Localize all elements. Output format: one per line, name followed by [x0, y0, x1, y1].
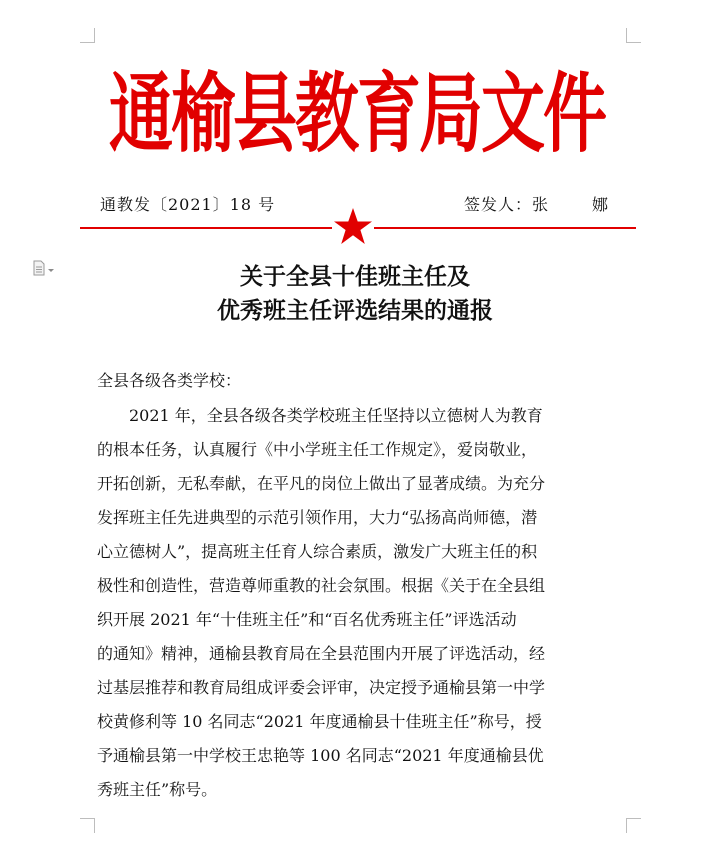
red-star-icon — [333, 207, 373, 245]
page-corner-mark-bottom-right — [626, 818, 641, 833]
document-outline-icon[interactable] — [33, 260, 55, 276]
document-org-title: 通榆县教育局文件 — [109, 65, 605, 166]
page-corner-mark-bottom-left — [80, 818, 95, 833]
salutation: 全县各级各类学校： — [97, 371, 242, 390]
page-corner-mark-top-left — [80, 28, 95, 43]
page-corner-mark-top-right — [626, 28, 641, 43]
body-line: 开拓创新，无私奉献，在平凡的岗位上做出了显著成绩。为充分 — [97, 474, 546, 493]
red-rule-left — [80, 227, 332, 229]
body-line: 的根本任务，认真履行《中小学班主任工作规定》，爱岗敬业， — [97, 440, 538, 459]
red-rule-right — [374, 227, 636, 229]
body-line: 秀班主任”称号。 — [97, 780, 218, 799]
body-line: 过基层推荐和教育局组成评委会评审，决定授予通榆县第一中学 — [97, 678, 546, 697]
body-line: 校黄修利等 10 名同志“2021 年度通榆县十佳班主任”称号，授 — [97, 712, 542, 731]
signer-name: 张 娜 — [531, 195, 622, 214]
notice-title-line-2: 优秀班主任评选结果的通报 — [217, 297, 493, 324]
body-line: 极性和创造性，营造尊师重教的社会氛围。根据《关于在全县组 — [97, 576, 546, 595]
body-line: 的通知》精神，通榆县教育局在全县范围内开展了评选活动，经 — [97, 644, 546, 663]
body-line: 织开展 2021 年“十佳班主任”和“百名优秀班主任”评选活动 — [97, 610, 517, 629]
document-number: 通教发〔2021〕18 号 — [100, 195, 276, 214]
signer-label: 签发人： — [463, 195, 532, 214]
body-line: 心立德树人”，提高班主任育人综合素质，激发广大班主任的积 — [97, 542, 538, 561]
body-line: 2021 年，全县各级各类学校班主任坚持以立德树人为教育 — [97, 406, 543, 425]
body-line: 发挥班主任先进典型的示范引领作用，大力“弘扬高尚师德，潜 — [97, 508, 538, 527]
signer — [464, 192, 622, 215]
notice-title-line-1: 关于全县十佳班主任及 — [240, 263, 470, 290]
body-line: 予通榆县第一中学校王忠艳等 100 名同志“2021 年度通榆县优 — [97, 746, 544, 765]
